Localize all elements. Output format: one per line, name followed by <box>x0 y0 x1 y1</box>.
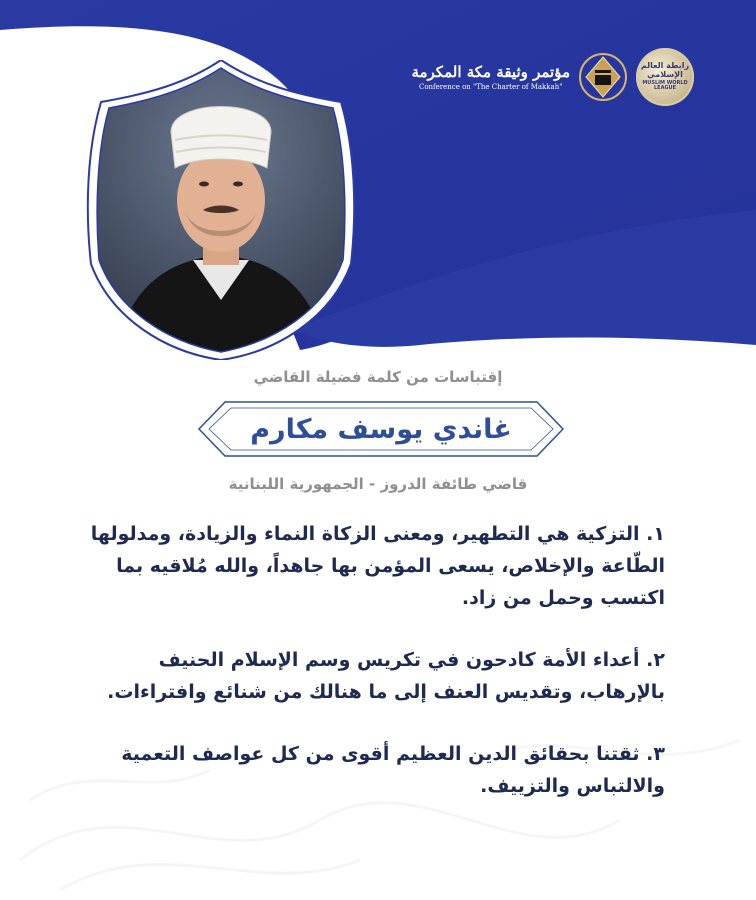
conference-title-ar: مؤتمر وثيقة مكة المكرمة <box>411 63 570 81</box>
mwl-logo-text: رابطة العالم الإسلامي <box>640 61 690 79</box>
quote-item: ١. التزكية هي التطهير، ومعنى الزكاة النماء والزيادة، ومدلولها الطّاعة والإخلاص، يسعى المؤمن بها جاهداً، والله مُلاقيه بما اكتسب وحمل من زاد. <box>90 523 665 609</box>
mwl-logo-text-en: MUSLIM WORLD LEAGUE <box>642 80 688 92</box>
conference-title-en: Conference on "The Charter of Makkah" <box>418 83 563 91</box>
conference-logo <box>411 63 570 91</box>
quote-item: ٣. ثقتنا بحقائق الدين العظيم أقوى من كل عواصف التعمية والالتباس والتزييف. <box>121 743 665 797</box>
quote-item: ٢. أعداء الأمة كادحون في تكريس وسم الإسلام الحنيف بالإرهاب، وتقديس العنف إلى ما هنالك من شنائع وافتراءات. <box>107 649 665 703</box>
quotes-list <box>80 518 665 832</box>
speaker-name-box <box>195 398 567 460</box>
speaker-title: قاضي طائفة الدروز - الجمهورية اللبنانية <box>228 475 528 493</box>
intro-label: إقتباسات من كلمة فضيلة القاضي <box>253 368 503 386</box>
speaker-portrait <box>75 60 367 360</box>
kaaba-icon <box>578 52 628 102</box>
speaker-name: غاندي يوسف مكارم <box>250 413 512 445</box>
muslim-world-league-logo <box>636 48 694 106</box>
header-logos <box>411 48 694 106</box>
